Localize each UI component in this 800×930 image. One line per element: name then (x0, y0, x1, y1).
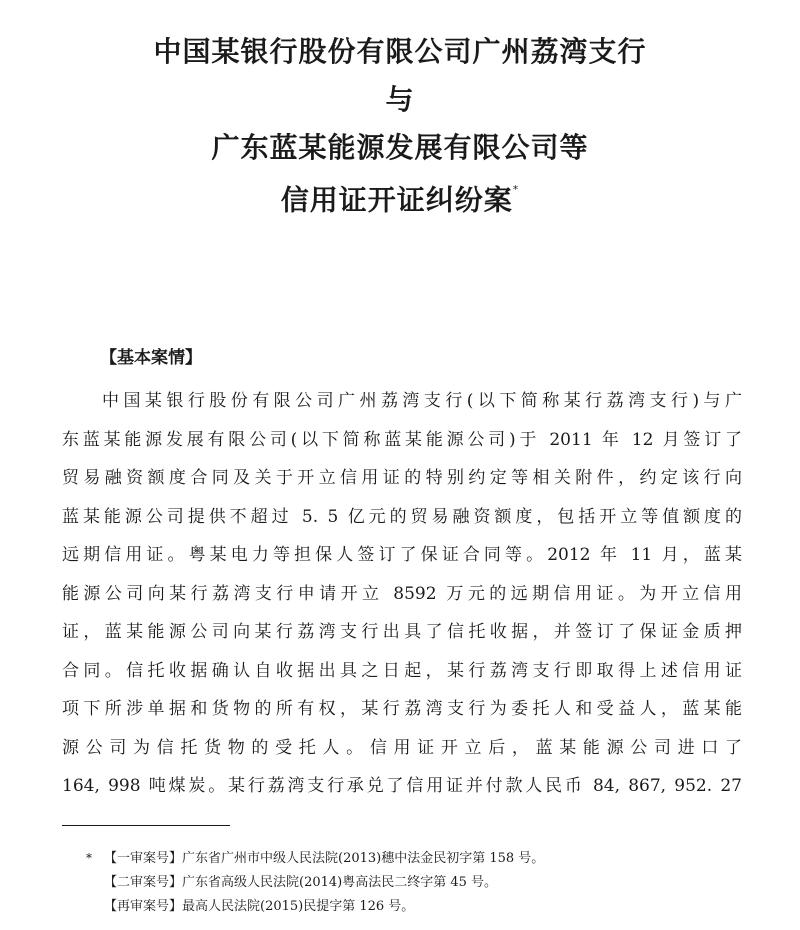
title-footnote-marker: * (512, 183, 520, 196)
footnote-marker: * (86, 851, 92, 865)
footnote-divider (62, 825, 230, 826)
body-line: 贸易融资额度合同及关于开立信用证的特别约定等相关附件，约定该行向 (62, 468, 742, 488)
title-line-3: 广东蓝某能源发展有限公司等 (211, 131, 589, 164)
footnote-second-instance: 【二审案号】广东省高级人民法院(2014)粤高法民二终字第 45 号。 (104, 875, 498, 890)
body-line: 合同。信托收据确认自收据出具之日起，某行荔湾支行即取得上述信用证 (62, 660, 742, 681)
footnotes (86, 846, 766, 919)
title-line-4 (0, 172, 800, 220)
footnote-line (86, 895, 766, 919)
title-line-2: 与 (385, 83, 415, 116)
body-line: 远期信用证。粤某电力等担保人签订了保证合同等。2012 年 11 月，蓝某 (62, 545, 742, 565)
title-line-1: 中国某银行股份有限公司广州荔湾支行 (153, 35, 647, 68)
footnote-line (86, 846, 766, 871)
body-paragraph (62, 382, 742, 806)
body-line: 项下所涉单据和货物的所有权，某行荔湾支行为委托人和受益人，蓝某能 (62, 699, 742, 719)
title-line-4-text: 信用证开证纠纷案 (280, 183, 513, 217)
body-line: 164, 998 吨煤炭。某行荔湾支行承兑了信用证并付款人民币 84, 867, 952. 27 (62, 776, 742, 796)
case-title (0, 28, 800, 220)
body-line: 东蓝某能源发展有限公司(以下简称蓝某能源公司)于 2011 年 12 月签订了 (62, 429, 742, 450)
footnote-first-instance: 【一审案号】广东省广州市中级人民法院(2013)穗中法金民初字第 158 号。 (104, 851, 545, 866)
body-line: 蓝某能源公司提供不超过 5. 5 亿元的贸易融资额度，包括开立等值额度的 (62, 506, 742, 527)
body-line: 中国某银行股份有限公司广州荔湾支行(以下简称某行荔湾支行)与广 (102, 391, 742, 411)
footnote-retrial: 【再审案号】最高人民法院(2015)民提字第 126 号。 (104, 899, 415, 914)
footnote-line (86, 871, 766, 895)
section-heading: 【基本案情】 (100, 348, 202, 368)
body-line: 证，蓝某能源公司向某行荔湾支行出具了信托收据，并签订了保证金质押 (62, 622, 742, 642)
body-line: 源公司为信托货物的受托人。信用证开立后，蓝某能源公司进口了 (62, 737, 742, 758)
body-line: 能源公司向某行荔湾支行申请开立 8592 万元的远期信用证。为开立信用 (62, 583, 742, 604)
